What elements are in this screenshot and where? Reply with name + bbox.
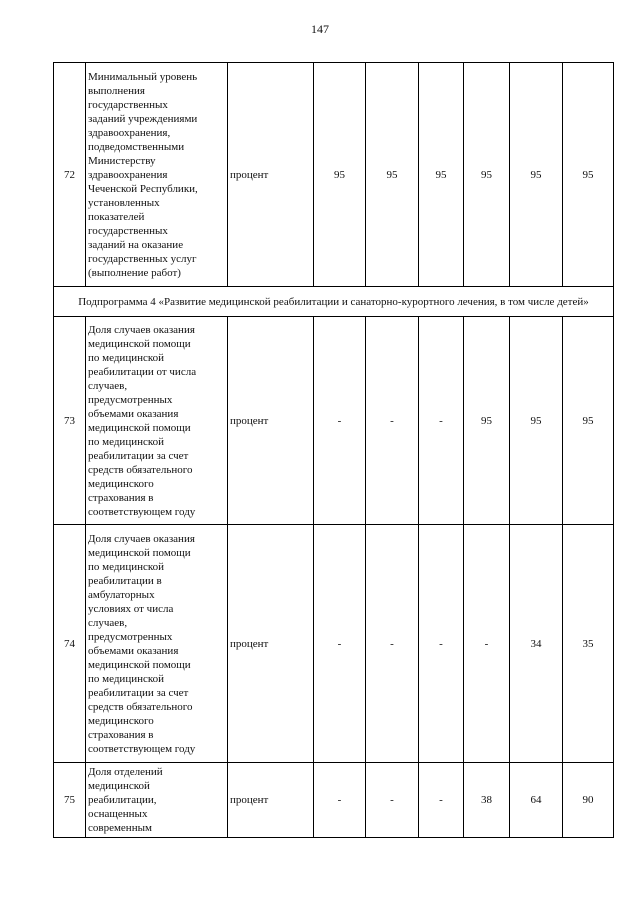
table-row: [54, 763, 614, 838]
value-cell: -: [419, 763, 464, 838]
value-cell: 95: [563, 63, 614, 287]
unit-cell: процент: [228, 763, 314, 838]
table-row: [54, 63, 614, 287]
row-number: 72: [54, 63, 86, 287]
value-cell: -: [464, 525, 510, 763]
value-cell: 95: [464, 63, 510, 287]
subprogram-title: Подпрограмма 4 «Развитие медицинской реабилитации и санаторно-курортного лечения, в том числе детей»: [54, 287, 614, 317]
value-cell: 95: [563, 317, 614, 525]
indicator-name: Минимальный уровень выполнения государственных заданий учреждениями здравоохранения, подведомственными Министерству здравоохранения Чеченской Республики, установленных показателей государственных заданий на оказание государственных услуг (выполнение работ): [86, 63, 228, 287]
unit-cell: процент: [228, 525, 314, 763]
value-cell: -: [366, 525, 419, 763]
table-row: [54, 525, 614, 763]
value-cell: 95: [464, 317, 510, 525]
value-cell: -: [314, 763, 366, 838]
value-cell: 90: [563, 763, 614, 838]
indicator-name: Доля случаев оказания медицинской помощи по медицинской реабилитации от числа случаев, предусмотренных объемами оказания медицинской помощи по медицинской реабилитации за счет средств обязательного медицинского страхования в соответствующем году: [86, 317, 228, 525]
value-cell: 95: [419, 63, 464, 287]
value-cell: -: [314, 525, 366, 763]
unit-cell: процент: [228, 317, 314, 525]
table-row: [54, 317, 614, 525]
value-cell: 95: [510, 63, 563, 287]
row-number: 74: [54, 525, 86, 763]
value-cell: 38: [464, 763, 510, 838]
value-cell: 95: [366, 63, 419, 287]
indicator-name: Доля отделений медицинской реабилитации, оснащенных современным: [86, 763, 228, 838]
value-cell: 34: [510, 525, 563, 763]
value-cell: 64: [510, 763, 563, 838]
row-number: 73: [54, 317, 86, 525]
subprogram-row: [54, 287, 614, 317]
value-cell: 95: [510, 317, 563, 525]
value-cell: -: [366, 317, 419, 525]
row-number: 75: [54, 763, 86, 838]
indicator-table: [53, 62, 614, 838]
value-cell: -: [419, 317, 464, 525]
value-cell: 95: [314, 63, 366, 287]
value-cell: -: [366, 763, 419, 838]
unit-cell: процент: [228, 63, 314, 287]
page-number: 147: [311, 22, 329, 36]
indicator-name: Доля случаев оказания медицинской помощи по медицинской реабилитации в амбулаторных условиях от числа случаев, предусмотренных объемами оказания медицинской помощи по медицинской реабилитации за счет средств обязательного медицинского страхования в соответствующем году: [86, 525, 228, 763]
value-cell: -: [314, 317, 366, 525]
value-cell: 35: [563, 525, 614, 763]
value-cell: -: [419, 525, 464, 763]
